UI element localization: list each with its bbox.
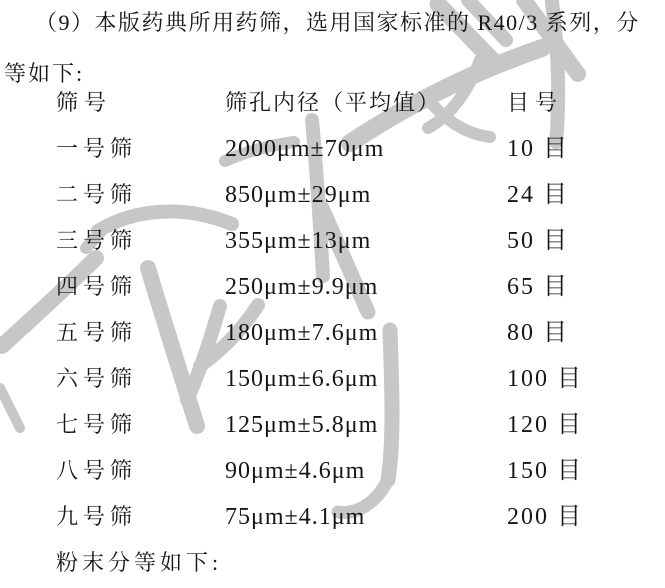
table-row [0, 356, 665, 402]
table-row [0, 494, 665, 540]
paragraph-line-2: 等如下: [4, 61, 85, 86]
mesh: 10 目 [507, 136, 569, 162]
sieve-no: 九号筛 [56, 504, 138, 529]
table-row [0, 172, 665, 218]
aperture: 75μm±4.1μm [225, 504, 366, 530]
sieve-no: 二号筛 [56, 182, 138, 207]
aperture: 850μm±29μm [225, 182, 372, 208]
mesh: 80 目 [507, 320, 569, 346]
sieve-no: 四号筛 [56, 274, 138, 299]
aperture: 2000μm±70μm [225, 136, 385, 162]
sieve-no: 八号筛 [56, 458, 138, 483]
mesh: 120 目 [507, 412, 583, 438]
mesh: 150 目 [507, 458, 583, 484]
paragraph-line-1: （9）本版药典所用药筛，选用国家标准的 R40/3 系列，分 [35, 10, 640, 35]
col-header-sieve-no: 筛号 [56, 90, 113, 115]
col-header-aperture: 筛孔内径（平均值） [225, 90, 442, 115]
table-row [0, 126, 665, 172]
table-row [0, 218, 665, 264]
sieve-no: 五号筛 [56, 320, 138, 345]
sieve-no: 三号筛 [56, 228, 138, 253]
sieve-no: 六号筛 [56, 366, 138, 391]
table-row [0, 310, 665, 356]
mesh: 65 目 [507, 274, 569, 300]
aperture: 180μm±7.6μm [225, 320, 379, 346]
mesh: 50 目 [507, 228, 569, 254]
aperture: 250μm±9.9μm [225, 274, 379, 300]
aperture: 125μm±5.8μm [225, 412, 379, 438]
col-header-mesh: 目号 [507, 90, 564, 115]
table-row [0, 264, 665, 310]
sieve-no: 七号筛 [56, 412, 138, 437]
table-row [0, 402, 665, 448]
mesh: 200 目 [507, 504, 583, 530]
table-header-row [0, 80, 665, 126]
mesh: 24 目 [507, 182, 569, 208]
table-row [0, 448, 665, 494]
powder-grading-line: 粉末分等如下: [56, 550, 223, 575]
mesh: 100 目 [507, 366, 583, 392]
aperture: 355μm±13μm [225, 228, 372, 254]
aperture: 150μm±6.6μm [225, 366, 379, 392]
sieve-no: 一号筛 [56, 136, 138, 161]
aperture: 90μm±4.6μm [225, 458, 366, 484]
